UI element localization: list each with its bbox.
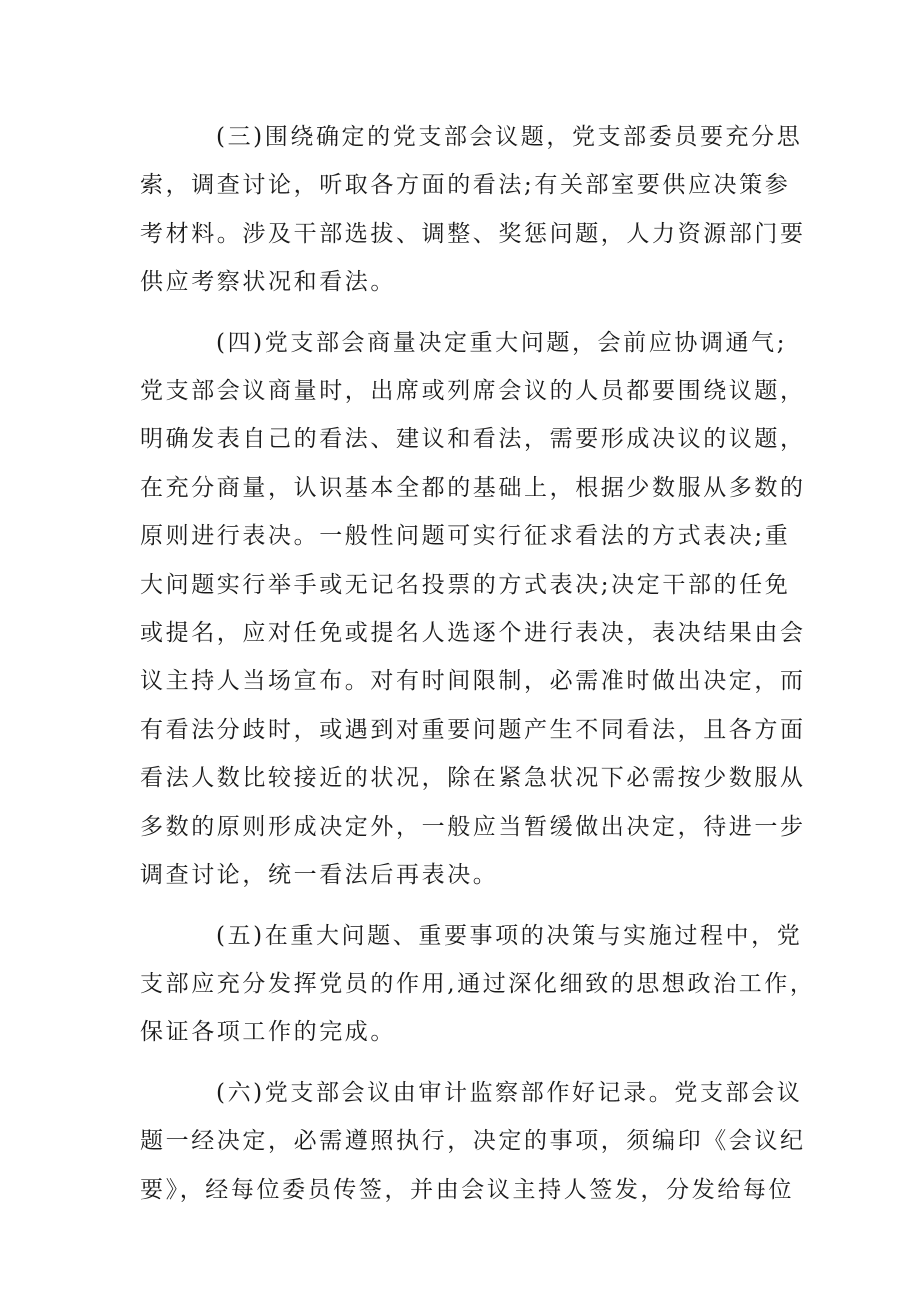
- paragraph-line: 考材料。涉及干部选拔、调整、奖惩问题，人力资源部门要: [140, 220, 806, 247]
- paragraph-line: 多数的原则形成决定外，一般应当暂缓做出决定，待进一步: [140, 813, 806, 840]
- paragraph-6: [140, 1069, 806, 1214]
- paragraph-3: [140, 113, 806, 307]
- paragraph-line: 索，调查讨论，听取各方面的看法;有关部室要供应决策参: [140, 172, 791, 199]
- paragraph-5: [140, 912, 816, 1057]
- paragraph-line: 有看法分歧时，或遇到对重要问题产生不同看法，且各方面: [140, 716, 806, 743]
- paragraph-line: 调查讨论，统一看法后再表决。: [140, 862, 499, 889]
- paragraph-line: 大问题实行举手或无记名投票的方式表决;决定干部的任免: [140, 571, 791, 598]
- paragraph-line: 议主持人当场宣布。对有时间限制，必需准时做出决定，而: [140, 668, 806, 695]
- paragraph-line: 明确发表自己的看法、建议和看法，需要形成决议的议题，: [140, 426, 806, 453]
- paragraph-line: 支部应充分发挥党员的作用,通过深化细致的思想政治工作，: [140, 970, 816, 997]
- document-body: [140, 113, 816, 1226]
- paragraph-line: (四)党支部会商量决定重大问题，会前应协调通气;: [216, 329, 788, 356]
- paragraph-line: 看法人数比较接近的状况，除在紧急状况下必需按少数服从: [140, 765, 806, 792]
- paragraph-line: 党支部会议商量时，出席或列席会议的人员都要围绕议题，: [140, 378, 806, 405]
- paragraph-line: (五)在重大问题、重要事项的决策与实施过程中，党: [216, 922, 803, 949]
- paragraph-line: 要》，经每位委员传签，并由会议主持人签发，分发给每位: [140, 1176, 795, 1203]
- paragraph-line: (六)党支部会议由审计监察部作好记录。党支部会议: [216, 1079, 803, 1106]
- paragraph-line: 保证各项工作的完成。: [140, 1019, 396, 1046]
- paragraph-line: 供应考察状况和看法。: [140, 269, 396, 296]
- paragraph-4: [140, 319, 806, 900]
- paragraph-line: 或提名，应对任免或提名人选逐个进行表决，表决结果由会: [140, 620, 806, 647]
- paragraph-line: 在充分商量，认识基本全都的基础上，根据少数服从多数的: [140, 474, 806, 501]
- paragraph-line: (三)围绕确定的党支部会议题，党支部委员要充分思: [216, 124, 803, 150]
- paragraph-line: 题一经决定，必需遵照执行，决定的事项，须编印《会议纪: [140, 1128, 806, 1155]
- paragraph-line: 原则进行表决。一般性问题可实行征求看法的方式表决;重: [140, 523, 791, 550]
